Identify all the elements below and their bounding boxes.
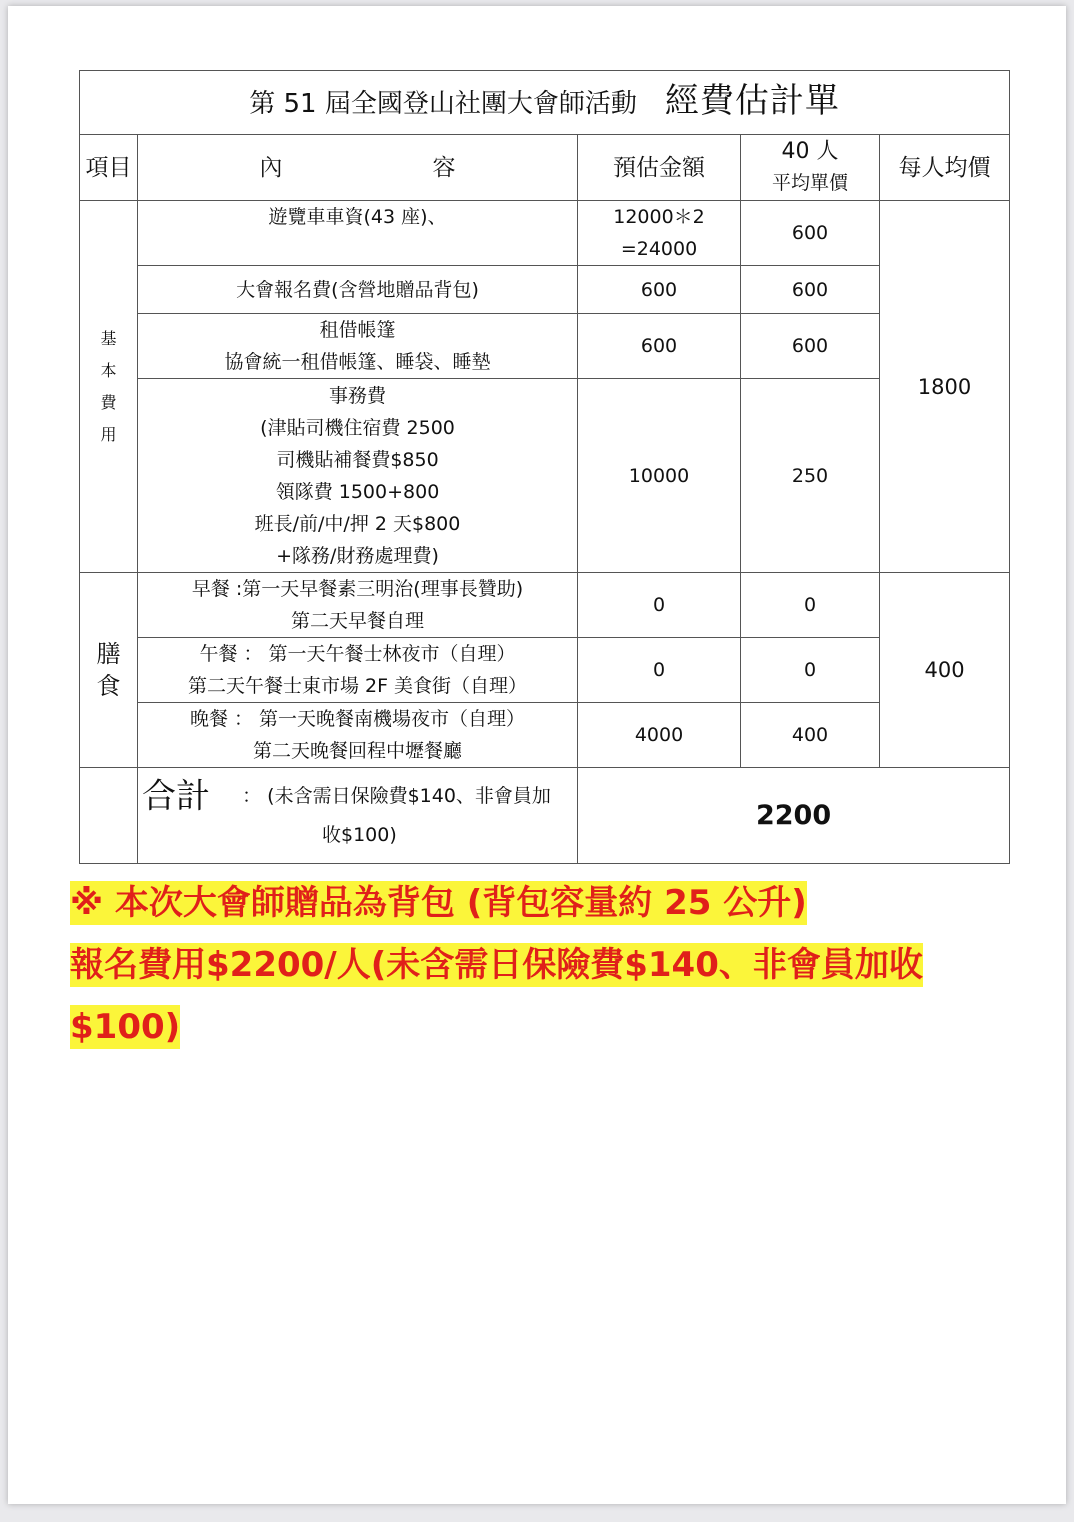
content-line: 班長/前/中/押 2 天$800 [254, 512, 461, 535]
content-line: 第二天午餐士東市場 2F 美食街（自理） [187, 675, 528, 697]
category-char: 基 [100, 328, 117, 348]
content-line: 午餐 ： 第一天午餐士林夜市（自理） [199, 643, 516, 665]
total-sep: ： [242, 785, 262, 808]
row-unit: 250 [741, 379, 880, 573]
row-unit: 400 [741, 703, 880, 768]
table-title [80, 71, 1010, 135]
row-estimate [578, 201, 741, 266]
category-char: 本 [100, 360, 117, 380]
category-char: 膳 [96, 640, 121, 668]
notes-block [70, 872, 1000, 1058]
category-basic [80, 201, 138, 573]
header-content-a: 內 [259, 154, 283, 181]
title-sub: 經費估計單 [664, 81, 840, 121]
content-line: 第二天晚餐回程中壢餐廳 [252, 740, 462, 762]
row-unit: 0 [741, 573, 880, 638]
category-char: 費 [100, 392, 117, 412]
table-row [80, 573, 1010, 638]
row-unit: 0 [741, 638, 880, 703]
content-line: 協會統一租借帳篷、睡袋、睡墊 [224, 351, 491, 373]
content-line: 租借帳篷 [319, 319, 396, 341]
header-item: 項目 [80, 135, 138, 201]
row-estimate: 600 [578, 266, 741, 314]
total-label-cell [138, 768, 578, 864]
content-line: 事務費 [328, 384, 386, 407]
content-line: 司機貼補餐費$850 [276, 448, 439, 471]
table-row [80, 314, 1010, 379]
meals-per-person: 400 [880, 573, 1010, 768]
basic-per-person: 1800 [880, 201, 1010, 573]
note-line-gift: ※ 本次大會師贈品為背包 (背包容量約 25 公升) [70, 883, 807, 923]
content-line: 晚餐 ： 第一天晚餐南機場夜市（自理） [189, 708, 526, 730]
row-content [138, 266, 578, 314]
row-estimate: 10000 [578, 379, 741, 573]
note-line-fee: 報名費用$2200/人(未含需日保險費$140、非會員加收 [70, 945, 923, 985]
row-unit: 600 [741, 266, 880, 314]
row-estimate: 0 [578, 573, 741, 638]
row-content [138, 573, 578, 638]
estimate-line: 12000＊2 [613, 206, 705, 228]
note-line-fee-cont: $100) [70, 1007, 181, 1047]
table-row [80, 379, 1010, 573]
table-row [80, 266, 1010, 314]
header-avg-unit: 平均單價 [771, 171, 848, 194]
row-estimate: 600 [578, 314, 741, 379]
row-unit: 600 [741, 201, 880, 266]
total-note-a: (未含需日保險費$140、非會員加 [267, 785, 551, 808]
content-line: 第二天早餐自理 [290, 610, 424, 632]
row-content [138, 314, 578, 379]
total-blank [80, 768, 138, 864]
category-char: 食 [96, 672, 121, 700]
content-line: 領隊費 1500+800 [275, 480, 440, 503]
total-value: 2200 [578, 768, 1010, 864]
document-page [8, 6, 1066, 1504]
row-content [138, 379, 578, 573]
header-content [138, 135, 578, 201]
row-unit: 600 [741, 314, 880, 379]
header-average [741, 135, 880, 201]
content-line: (津貼司機住宿費 2500 [260, 416, 455, 439]
content-line: 早餐 :第一天早餐素三明治(理事長贊助) [191, 578, 524, 600]
content-line: +隊務/財務處理費) [276, 544, 439, 567]
table-row [80, 638, 1010, 703]
row-content [138, 638, 578, 703]
category-meals [80, 573, 138, 768]
header-row [80, 135, 1010, 201]
row-estimate: 4000 [578, 703, 741, 768]
budget-table [79, 70, 1010, 864]
title-row [80, 71, 1010, 135]
total-row [80, 768, 1010, 864]
content-line: 遊覽車車資(43 座)、 [268, 206, 447, 228]
row-content [138, 703, 578, 768]
header-content-b: 容 [432, 154, 456, 181]
table-row [80, 201, 1010, 266]
header-per-person: 每人均價 [880, 135, 1010, 201]
estimate-line: =24000 [620, 238, 698, 260]
header-estimate: 預估金額 [578, 135, 741, 201]
total-note-b: 收$100) [322, 823, 397, 846]
table-row [80, 703, 1010, 768]
header-persons: 40 人 [781, 138, 839, 164]
row-content [138, 201, 578, 266]
row-estimate: 0 [578, 638, 741, 703]
title-main: 第 51 屆全國登山社團大會師活動 [249, 89, 637, 119]
total-label: 合計 [142, 776, 210, 817]
content-line: 大會報名費(含營地贈品背包) [236, 278, 479, 301]
category-char: 用 [100, 424, 117, 444]
